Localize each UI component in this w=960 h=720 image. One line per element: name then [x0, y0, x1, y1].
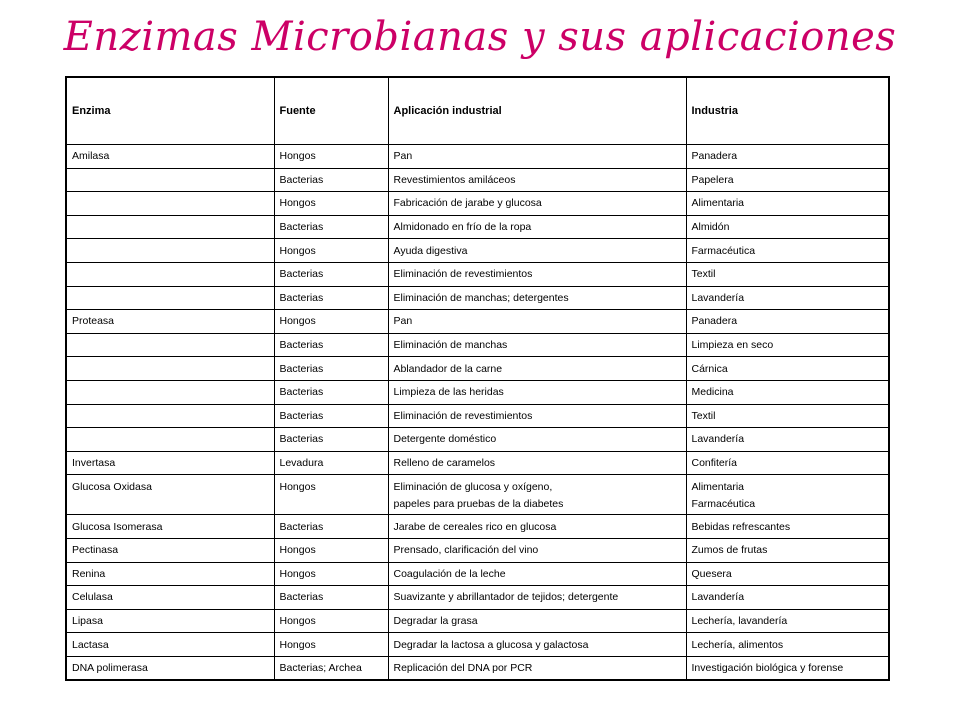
cell-fuente: Bacterias; Archea — [274, 656, 388, 680]
table-header — [66, 77, 889, 145]
table-row — [66, 145, 889, 169]
cell-industria: Bebidas refrescantes — [686, 515, 889, 539]
cell-enzima: Glucosa Isomerasa — [66, 515, 274, 539]
cell-line: papeles para pruebas de la diabetes — [393, 498, 564, 511]
table-body — [66, 145, 889, 681]
cell-line: Hongos — [279, 481, 316, 494]
table-row — [66, 192, 889, 216]
cell-aplicacion: Eliminación de manchas — [388, 333, 686, 357]
cell-aplicacion: Suavizante y abrillantador de tejidos; detergente — [388, 586, 686, 610]
header-industria: Industria — [686, 77, 889, 145]
cell-industria: Panadera — [686, 310, 889, 334]
cell-enzima — [66, 215, 274, 239]
cell-industria: Lavandería — [686, 586, 889, 610]
table-row — [66, 538, 889, 562]
table-row — [66, 168, 889, 192]
table-row — [66, 286, 889, 310]
cell-enzima — [66, 428, 274, 452]
cell-aplicacion: Relleno de caramelos — [388, 451, 686, 475]
cell-enzima — [66, 475, 274, 515]
cell-fuente: Hongos — [274, 538, 388, 562]
cell-fuente: Bacterias — [274, 404, 388, 428]
header-enzima: Enzima — [66, 77, 274, 145]
table-row — [66, 357, 889, 381]
cell-industria: Almidón — [686, 215, 889, 239]
cell-aplicacion: Eliminación de manchas; detergentes — [388, 286, 686, 310]
table-row — [66, 475, 889, 515]
cell-aplicacion: Eliminación de revestimientos — [388, 262, 686, 286]
table-row — [66, 515, 889, 539]
cell-aplicacion: Detergente doméstico — [388, 428, 686, 452]
cell-aplicacion: Revestimientos amiláceos — [388, 168, 686, 192]
cell-enzima — [66, 286, 274, 310]
cell-enzima: DNA polimerasa — [66, 656, 274, 680]
cell-fuente: Hongos — [274, 145, 388, 169]
cell-industria: Panadera — [686, 145, 889, 169]
cell-aplicacion: Pan — [388, 145, 686, 169]
cell-industria: Zumos de frutas — [686, 538, 889, 562]
table-row — [66, 239, 889, 263]
cell-fuente: Bacterias — [274, 333, 388, 357]
cell-fuente: Bacterias — [274, 357, 388, 381]
cell-aplicacion: Limpieza de las heridas — [388, 380, 686, 404]
cell-industria — [686, 475, 889, 515]
table-row — [66, 215, 889, 239]
cell-fuente — [274, 475, 388, 515]
table-row — [66, 656, 889, 680]
cell-fuente: Bacterias — [274, 286, 388, 310]
cell-line: Eliminación de glucosa y oxígeno, — [393, 481, 553, 494]
table-row — [66, 609, 889, 633]
table-row — [66, 262, 889, 286]
cell-industria: Medicina — [686, 380, 889, 404]
table-row — [66, 428, 889, 452]
table-row — [66, 633, 889, 657]
cell-fuente: Hongos — [274, 562, 388, 586]
cell-industria: Farmacéutica — [686, 239, 889, 263]
header-fuente: Fuente — [274, 77, 388, 145]
cell-line: Alimentaria — [691, 481, 745, 494]
cell-enzima: Lactasa — [66, 633, 274, 657]
cell-fuente: Hongos — [274, 633, 388, 657]
cell-line: Glucosa Oxidasa — [72, 481, 152, 494]
cell-enzima: Amilasa — [66, 145, 274, 169]
cell-enzima — [66, 262, 274, 286]
cell-enzima — [66, 192, 274, 216]
cell-enzima — [66, 333, 274, 357]
cell-aplicacion: Ayuda digestiva — [388, 239, 686, 263]
cell-fuente: Bacterias — [274, 215, 388, 239]
table-row — [66, 333, 889, 357]
cell-aplicacion: Replicación del DNA por PCR — [388, 656, 686, 680]
table-row — [66, 404, 889, 428]
cell-fuente: Hongos — [274, 609, 388, 633]
cell-fuente: Bacterias — [274, 586, 388, 610]
cell-industria: Limpieza en seco — [686, 333, 889, 357]
enzyme-table — [65, 76, 890, 681]
cell-aplicacion: Fabricación de jarabe y glucosa — [388, 192, 686, 216]
table-row — [66, 562, 889, 586]
cell-aplicacion: Degradar la grasa — [388, 609, 686, 633]
cell-aplicacion: Almidonado en frío de la ropa — [388, 215, 686, 239]
cell-fuente: Bacterias — [274, 262, 388, 286]
cell-industria: Textil — [686, 404, 889, 428]
table-row — [66, 451, 889, 475]
cell-aplicacion: Coagulación de la leche — [388, 562, 686, 586]
cell-fuente: Bacterias — [274, 428, 388, 452]
cell-aplicacion: Prensado, clarificación del vino — [388, 538, 686, 562]
cell-enzima — [66, 357, 274, 381]
cell-enzima: Lipasa — [66, 609, 274, 633]
cell-industria: Investigación biológica y forense — [686, 656, 889, 680]
cell-aplicacion: Ablandador de la carne — [388, 357, 686, 381]
cell-enzima: Proteasa — [66, 310, 274, 334]
cell-fuente: Hongos — [274, 310, 388, 334]
cell-industria: Papelera — [686, 168, 889, 192]
cell-fuente: Hongos — [274, 239, 388, 263]
cell-enzima — [66, 404, 274, 428]
cell-fuente: Levadura — [274, 451, 388, 475]
cell-enzima — [66, 168, 274, 192]
cell-industria: Lechería, lavandería — [686, 609, 889, 633]
header-row — [66, 77, 889, 145]
cell-aplicacion: Eliminación de revestimientos — [388, 404, 686, 428]
cell-fuente: Bacterias — [274, 380, 388, 404]
cell-aplicacion: Pan — [388, 310, 686, 334]
cell-industria: Lavandería — [686, 286, 889, 310]
cell-industria: Lechería, alimentos — [686, 633, 889, 657]
cell-enzima — [66, 239, 274, 263]
table-row — [66, 586, 889, 610]
cell-industria: Quesera — [686, 562, 889, 586]
cell-enzima: Celulasa — [66, 586, 274, 610]
slide-title: Enzimas Microbianas y sus aplicaciones — [63, 14, 897, 60]
cell-line: Farmacéutica — [691, 498, 756, 511]
cell-industria: Lavandería — [686, 428, 889, 452]
cell-industria: Confitería — [686, 451, 889, 475]
table-row — [66, 380, 889, 404]
cell-aplicacion: Degradar la lactosa a glucosa y galactosa — [388, 633, 686, 657]
cell-fuente: Bacterias — [274, 515, 388, 539]
cell-enzima — [66, 380, 274, 404]
cell-enzima: Renina — [66, 562, 274, 586]
cell-industria: Cárnica — [686, 357, 889, 381]
cell-aplicacion: Jarabe de cereales rico en glucosa — [388, 515, 686, 539]
cell-fuente: Hongos — [274, 192, 388, 216]
header-aplicacion: Aplicación industrial — [388, 77, 686, 145]
cell-enzima: Pectinasa — [66, 538, 274, 562]
cell-aplicacion — [388, 475, 686, 515]
cell-industria: Textil — [686, 262, 889, 286]
table-row — [66, 310, 889, 334]
cell-enzima: Invertasa — [66, 451, 274, 475]
cell-industria: Alimentaria — [686, 192, 889, 216]
cell-fuente: Bacterias — [274, 168, 388, 192]
